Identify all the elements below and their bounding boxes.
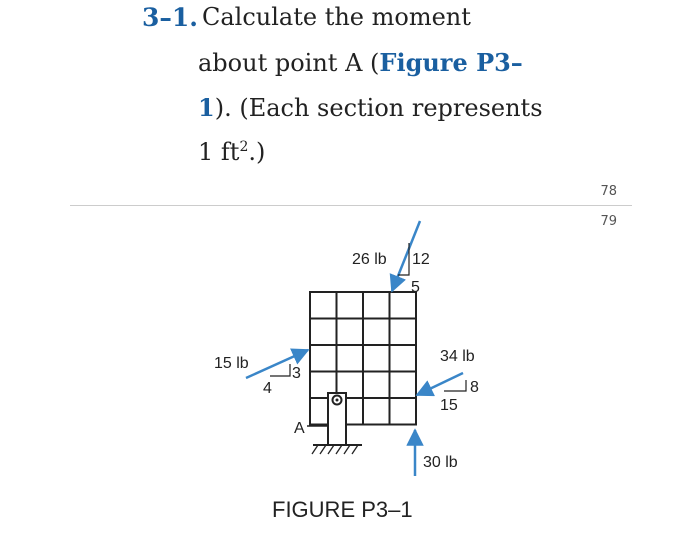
figure-reference-link-cont[interactable]: 1 xyxy=(198,93,215,122)
force-15lb-label: 15 lb xyxy=(214,355,249,372)
grid-cell xyxy=(363,398,390,425)
force-15lb xyxy=(214,350,308,397)
grid-cell xyxy=(337,292,364,319)
problem-line-4: 1 $ft^2$.) xyxy=(198,138,266,166)
problem-line-1: Calculate the moment xyxy=(202,3,471,31)
problem-line-2: about point A (Figure P3– xyxy=(198,48,523,77)
force-15lb-slope-4: 4 xyxy=(263,380,272,397)
grid-cell xyxy=(390,319,417,346)
force-30lb-label: 30 lb xyxy=(423,454,458,471)
grid-cell xyxy=(363,372,390,399)
problem-number: 3–1. xyxy=(142,3,198,32)
force-30lb xyxy=(415,430,458,476)
grid-cell xyxy=(337,319,364,346)
force-34lb xyxy=(417,348,479,414)
force-26lb-slope-5: 5 xyxy=(411,279,420,296)
grid-cell xyxy=(363,292,390,319)
force-34lb-arrow xyxy=(417,373,463,395)
force-26lb xyxy=(352,221,430,296)
figure-reference-link[interactable]: Figure P3– xyxy=(379,48,523,77)
ground-hatching xyxy=(312,445,358,454)
grid-cell xyxy=(363,345,390,372)
pin-center xyxy=(336,399,339,402)
grid-cell xyxy=(310,292,337,319)
page-number-prev: 78 xyxy=(600,184,617,199)
grid-cell xyxy=(310,345,337,372)
grid-cell xyxy=(310,319,337,346)
page-number-next: 79 xyxy=(600,214,617,229)
figure-caption: FIGURE P3–1 xyxy=(272,497,413,522)
force-34lb-label: 34 lb xyxy=(440,348,475,365)
grid-cell xyxy=(390,345,417,372)
force-34lb-slope-15: 15 xyxy=(440,397,458,414)
force-26lb-slope-12: 12 xyxy=(412,251,430,268)
force-34lb-slope-8: 8 xyxy=(470,379,479,396)
section-grid xyxy=(310,292,416,425)
grid-cell xyxy=(390,398,417,425)
grid-cell xyxy=(363,319,390,346)
grid-cell xyxy=(390,372,417,399)
force-26lb-label: 26 lb xyxy=(352,251,387,268)
problem-line-3: 1). (Each section represents xyxy=(198,93,543,122)
grid-cell xyxy=(337,345,364,372)
force-15lb-slope-3: 3 xyxy=(292,365,301,382)
point-a-label: A xyxy=(294,420,305,437)
